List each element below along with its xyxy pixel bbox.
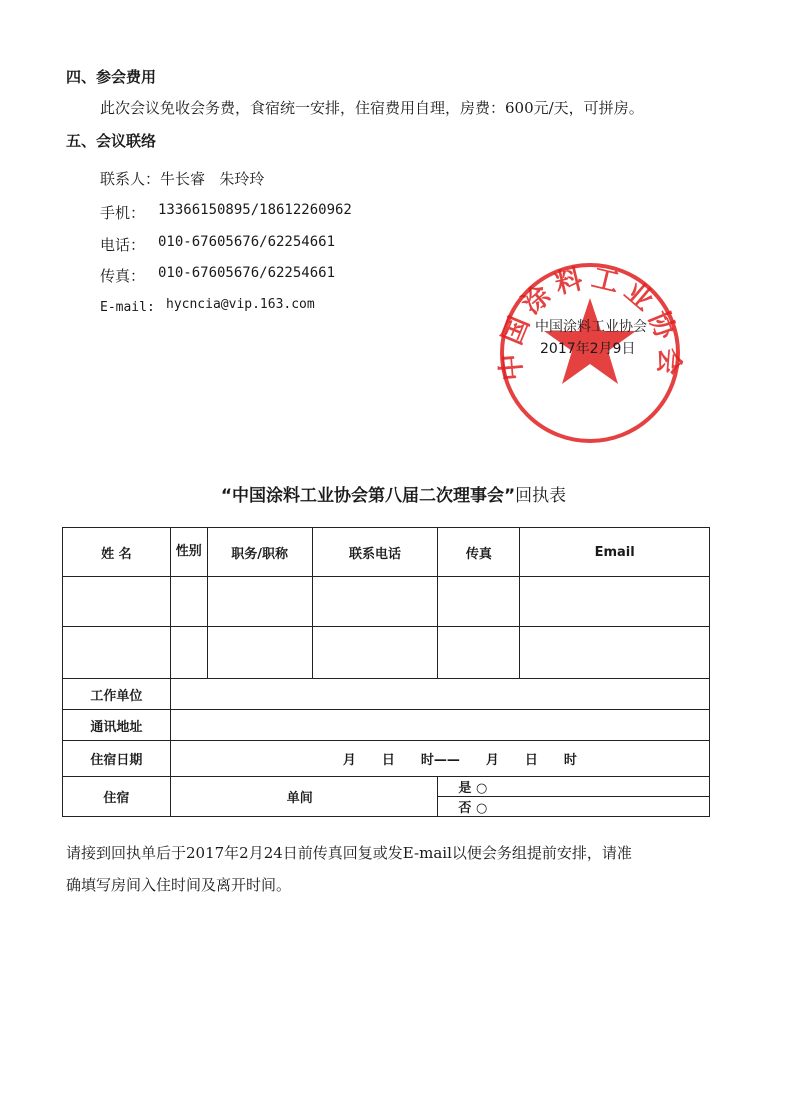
fax-cell[interactable]: [438, 627, 520, 679]
mobile-label: 手机：: [100, 204, 146, 222]
header-fax: 传真: [438, 528, 520, 577]
title-cell[interactable]: [207, 627, 312, 679]
lodging-row: [63, 777, 710, 797]
fax-cell[interactable]: [438, 577, 520, 627]
work-unit-cell[interactable]: [170, 679, 709, 710]
note-line-2: 确填写房间入住时间及离开时间。: [66, 876, 292, 894]
email-cell[interactable]: [520, 627, 710, 679]
title-cell[interactable]: [207, 577, 312, 627]
form-title-tail: 回执表: [515, 486, 567, 506]
header-email: Email: [520, 528, 710, 577]
name-cell[interactable]: [63, 627, 171, 679]
work-unit-row: [63, 679, 710, 710]
address-cell[interactable]: [170, 710, 709, 741]
note-line-1: 请接到回执单后于2017年2月24日前传真回复或发E-mail以便会务组提前安排，请准: [66, 844, 632, 862]
address-row: [63, 710, 710, 741]
contact-persons: 牛长睿 朱玲玲: [160, 170, 265, 188]
header-name: 姓 名: [63, 528, 171, 577]
name-cell[interactable]: [63, 577, 171, 627]
fees-heading: 四、参会费用: [66, 68, 157, 86]
header-title: 职务/职称: [207, 528, 312, 577]
contact-person-line: [100, 168, 264, 189]
fees-text: 此次会议免收会务费，食宿统一安排，住宿费用自理，房费：600元/天，可拼房。: [100, 99, 644, 117]
stay-dates-row: [63, 741, 710, 777]
mobile-line: [100, 202, 352, 223]
svg-text:中国涂料工业协会: 中国涂料工业协会: [495, 262, 685, 382]
table-row: [63, 627, 710, 679]
contact-person-label: 联系人：: [100, 170, 161, 188]
fax-line: [100, 265, 336, 286]
form-title-main: “中国涂料工业协会第八届二次理事会”: [220, 486, 516, 506]
phone-line: [100, 234, 336, 255]
fax-value: 010-67605676/62254661: [158, 265, 336, 281]
header-gender: 性别: [170, 528, 207, 577]
yes-option[interactable]: 是 ○: [438, 777, 710, 797]
phone-label: 电话：: [100, 236, 146, 254]
stamp-date: 2017年2月9日: [540, 341, 636, 357]
phone-cell[interactable]: [312, 577, 438, 627]
mobile-value: 13366150895/18612260962: [158, 202, 352, 218]
fax-label: 传真：: [100, 267, 146, 285]
single-room-label: 单间: [170, 777, 438, 817]
header-phone: 联系电话: [312, 528, 438, 577]
address-label: 通讯地址: [63, 710, 171, 741]
work-unit-label: 工作单位: [63, 679, 171, 710]
stay-dates-cell[interactable]: 月 日 时—— 月 日 时: [170, 741, 709, 777]
reply-form-table: [62, 527, 710, 817]
stay-dates-label: 住宿日期: [63, 741, 171, 777]
table-row: [63, 577, 710, 627]
phone-cell[interactable]: [312, 627, 438, 679]
form-title: [0, 481, 787, 506]
email-label: E-mail:: [100, 300, 155, 315]
no-option[interactable]: 否 ○: [438, 797, 710, 817]
email-value: hycncia@vip.163.com: [166, 297, 315, 312]
stamp-organization: 中国涂料工业协会: [535, 319, 647, 335]
table-header-row: [63, 528, 710, 577]
phone-value: 010-67605676/62254661: [158, 234, 336, 250]
gender-cell[interactable]: [170, 577, 207, 627]
lodging-label: 住宿: [63, 777, 171, 817]
email-cell[interactable]: [520, 577, 710, 627]
email-line: [100, 297, 315, 315]
liaison-heading: 五、会议联络: [66, 132, 157, 150]
gender-cell[interactable]: [170, 627, 207, 679]
